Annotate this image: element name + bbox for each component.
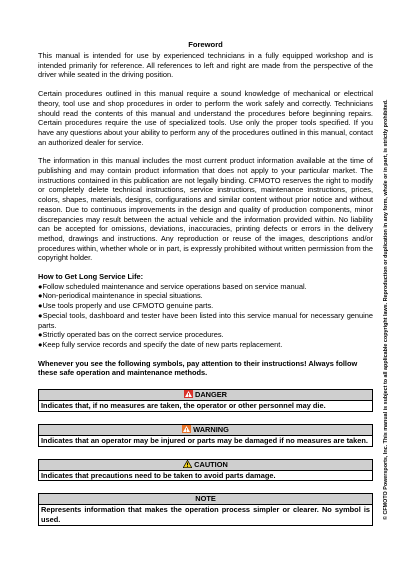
caution-triangle-icon [183, 460, 192, 468]
danger-box-header [39, 390, 372, 401]
bullet-icon: ● [38, 291, 43, 301]
note-box-header [39, 494, 372, 505]
bullet-icon: ● [38, 301, 43, 311]
danger-box [38, 389, 373, 412]
list-item [38, 311, 373, 330]
warning-box [38, 424, 373, 447]
bullet-icon: ● [38, 339, 43, 349]
danger-label: DANGER [194, 390, 228, 400]
list-item [38, 291, 373, 301]
foreword-paragraph: This manual is intended for use by experienced technicians in a fully equipped workshop and is intended primarily for reference. All references to left and right are made from the perspective of the driver while seated in the driving position. [38, 51, 373, 80]
warning-triangle-icon [182, 425, 191, 433]
danger-triangle-icon [184, 390, 193, 398]
list-item [38, 282, 373, 292]
warning-label: WARNING [193, 424, 229, 434]
note-label: NOTE [195, 494, 216, 504]
caution-box-header [39, 460, 372, 471]
copyright-sidebar [378, 80, 388, 520]
list-item-text: Follow scheduled maintenance and service operations based on service manual. [42, 281, 307, 291]
list-item [38, 340, 373, 350]
list-item [38, 330, 373, 340]
foreword-paragraph: Certain procedures outlined in this manual require a sound knowledge of mechanical or electrical theory, tool use and shop procedures in order to perform the work safely and correctly. Technicians should read the contents of this manual and understand the procedures before beginning repairs. Certain procedures require the use of specialized tools. Use only the proper tools specified. If you have any questions about your ability to perform any of the procedures outlined in this manual, contact an authorized dealer for service. [38, 89, 373, 147]
service-life-heading: How to Get Long Service Life: [38, 272, 144, 282]
danger-text: Indicates that, if no measures are taken, the operator or other personnel may die. [41, 401, 326, 411]
foreword-paragraph: The information in this manual includes the most current product information available at the time of publishing and may contain product information that does not apply to your particular market. The instructions contained in this publication are not legally binding. CFMOTO reserves the right to modify or completely delete technical instructions, service instructions, maintenance instructions, prices, colors, shapes, materials, designs, configurations and similar content without prior notice and without reason. Due to continuous improvements in the design and quality of production components, minor discrepancies may result between the actual vehicle and the information provided within. No liability can be accepted for omissions, deviations, inaccuracies, printing defects or errors in the delivery method, drawings and instructions. Any reproduction or reuse of the images, descriptions and/or procedures within, whether whole or in part, is expressly prohibited without written permission from the copyright holder. [38, 156, 373, 263]
symbols-intro: Whenever you see the following symbols, pay attention to their instructions! Always follow these safe operation and maintenance methods. [38, 358, 358, 378]
service-life-list [38, 282, 373, 350]
page-title: Foreword [188, 40, 223, 49]
bullet-icon: ● [38, 310, 43, 320]
warning-box-header [39, 425, 372, 436]
list-item-text: Non-periodical maintenance in special situations. [42, 291, 203, 301]
caution-box [38, 459, 373, 482]
bullet-icon: ● [38, 281, 43, 291]
list-item-text: Use tools properly and use CFMOTO genuine parts. [42, 301, 214, 311]
bullet-icon: ● [38, 330, 43, 340]
list-item-text: Special tools, dashboard and tester have been listed into this service manual for necessary genuine parts. [38, 310, 373, 330]
list-item [38, 301, 373, 311]
caution-label: CAUTION [194, 459, 228, 469]
list-item-text: Strictly operated bas on the correct service procedures. [42, 330, 224, 340]
list-item-text: Keep fully service records and specify the date of new parts replacement. [42, 339, 283, 349]
caution-text: Indicates that precautions need to be taken to avoid parts damage. [41, 470, 276, 480]
note-text: Represents information that makes the operation process simpler or clearer. No symbol is used. [41, 505, 370, 524]
warning-text: Indicates that an operator may be injured or parts may be damaged if no measures are taken. [41, 435, 368, 445]
copyright-notice: © CFMOTO Powersports, Inc. This manual is subject to all applicable copyright laws. Reproduction or duplication in any form, whole or in part, is strictly prohibited. [383, 99, 389, 520]
note-box [38, 493, 373, 525]
manual-page [38, 40, 373, 538]
